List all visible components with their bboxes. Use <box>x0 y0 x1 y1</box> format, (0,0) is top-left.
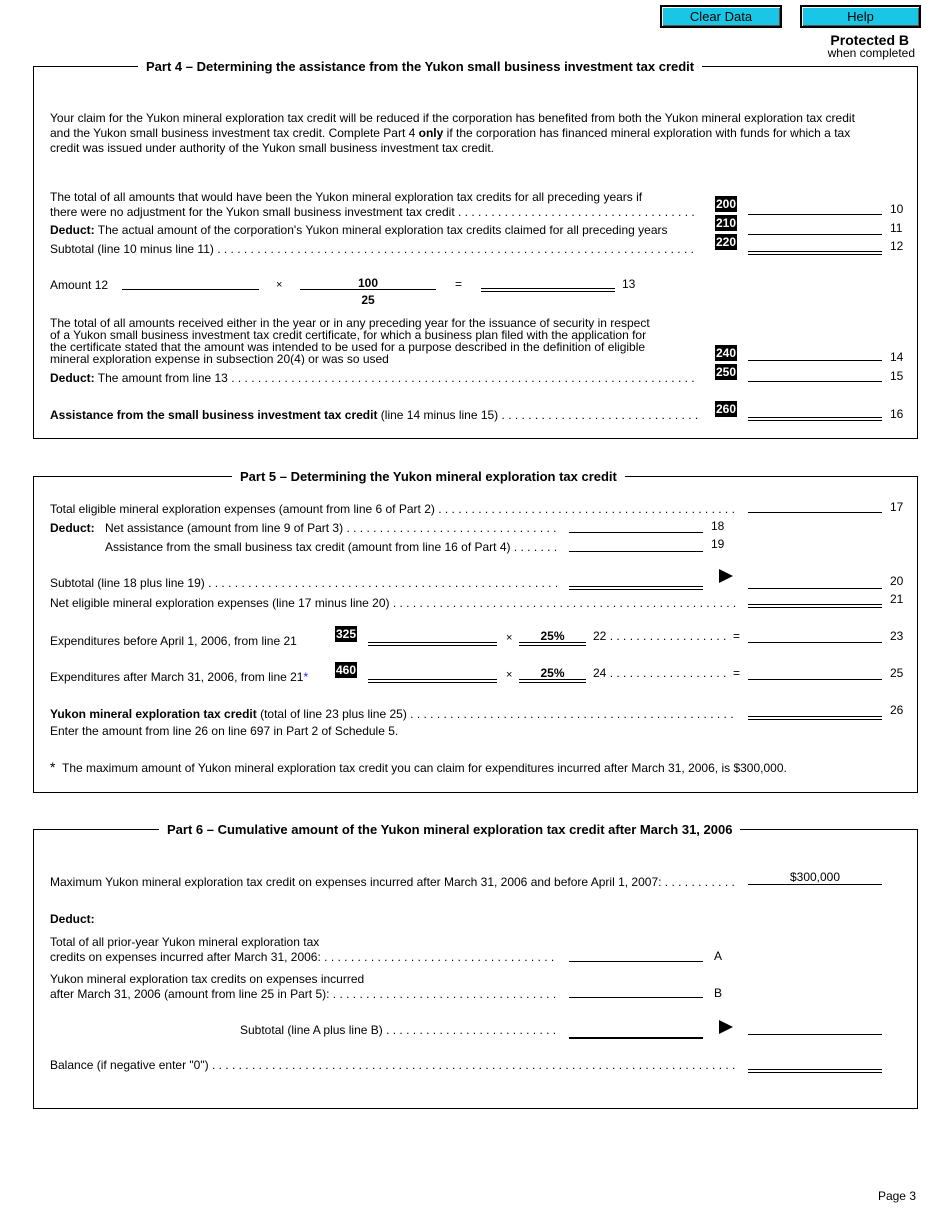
max-credit-value: $300,000 <box>789 870 841 884</box>
footnote-text: The maximum amount of Yukon mineral exploration tax credit you can claim for expenditures incurred after March 31, 2006, is $300,000. <box>62 761 787 775</box>
clear-data-button[interactable]: Clear Data <box>660 5 782 28</box>
deduct-label: Deduct: <box>50 912 95 926</box>
deduct-label: Deduct: <box>50 521 95 535</box>
line14-field[interactable] <box>748 360 882 361</box>
line26-field[interactable] <box>748 716 882 720</box>
code-460: 460 <box>335 663 357 677</box>
line-number: 16 <box>890 407 904 421</box>
line24-label: Expenditures after March 31, 2006, from line 21* <box>50 670 309 684</box>
code-325: 325 <box>335 627 357 641</box>
line11-text: Deduct: The actual amount of the corporation's Yukon mineral exploration tax credits claimed for all preceding years <box>50 223 668 237</box>
lineB-label: B <box>714 986 723 1000</box>
code-260: 260 <box>715 402 737 416</box>
arrow-right-icon <box>719 1020 733 1034</box>
lineB-text-2: after March 31, 2006 (amount from line 25 in Part 5): . . . <box>50 987 557 1001</box>
balance-text: Balance (if negative enter "0") . . . <box>50 1058 738 1072</box>
line20-subfield[interactable] <box>569 586 703 590</box>
line-number: 12 <box>890 239 904 253</box>
line21-text: Net eligible mineral exploration expenses (line 17 minus line 20) . . . <box>50 596 738 610</box>
line16-text: Assistance from the small business investment tax credit (line 14 minus line 15) . . . <box>50 408 698 422</box>
code-240: 240 <box>715 346 737 360</box>
line-number: 11 <box>890 221 903 235</box>
line19-text: Assistance from the small business tax credit (amount from line 16 of Part 4) . . . <box>105 540 557 554</box>
line20-text: Subtotal (line 18 plus line 19) . . . <box>50 576 557 590</box>
subtotal-subfield[interactable] <box>569 1037 703 1039</box>
line26-note: Enter the amount from line 26 on line 697 in Part 2 of Schedule 5. <box>50 724 399 738</box>
line18-field[interactable] <box>569 532 703 533</box>
rate-underline <box>519 679 586 683</box>
help-button[interactable]: Help <box>800 5 921 28</box>
line12-text: Subtotal (line 10 minus line 11) . . . <box>50 242 698 256</box>
line-number: 14 <box>890 350 904 364</box>
equals-sign: = <box>455 277 463 291</box>
rate-underline <box>519 642 586 646</box>
line-number: 26 <box>890 703 904 717</box>
footnote-asterisk: * <box>50 759 56 775</box>
line18-text: Net assistance (amount from line 9 of Part 3) . . . <box>105 521 557 535</box>
amount12-label: Amount 12 <box>50 278 109 292</box>
line13-field[interactable] <box>481 288 615 292</box>
lineA-field[interactable] <box>569 961 703 962</box>
subtotal-field[interactable] <box>748 1034 882 1035</box>
line10-field[interactable] <box>748 214 882 215</box>
part4-intro: Your claim for the Yukon mineral exploration tax credit will be reduced if the corporation has benefited from both the Yukon mineral exploration tax credit and the Yukon small business investment tax credit. Complete Part 4 only if the corporation has financed mineral exploration with funds for which a tax credit was issued under authority of the Yukon small business investment tax credit. <box>50 111 855 155</box>
page-number: Page 3 <box>877 1189 916 1203</box>
line10-text-a: The total of all amounts that would have been the Yukon mineral exploration tax credits for all preceding years if <box>50 190 643 204</box>
line14-text: The total of all amounts received either in the year or in any preceding year for the issuance of security in respect of a Yukon small business investment tax credit certificate, for which a business plan filed with the application for the certificate stated that the amount was intended to be used for a purpose described in the definition of eligible mineral exploration expense in subsection 20(4) or was so used <box>50 316 650 365</box>
line22-amount-field[interactable] <box>368 642 497 646</box>
line23-field[interactable] <box>748 642 882 643</box>
line12-field[interactable] <box>748 251 882 255</box>
equals-sign: = <box>733 629 741 643</box>
lineB-field[interactable] <box>569 997 703 998</box>
code-250: 250 <box>715 365 737 379</box>
amount12-field[interactable] <box>122 289 259 290</box>
times-sign: × <box>506 669 513 681</box>
line-number: 22 . . . <box>593 629 731 643</box>
fraction-denominator: 25 <box>361 293 375 307</box>
lineB-text-1: Yukon mineral exploration tax credits on expenses incurred <box>50 972 365 986</box>
line-number: 24 . . . <box>593 666 731 680</box>
line-number: 19 <box>711 537 725 551</box>
line-number: 25 <box>890 666 904 680</box>
equals-sign: = <box>733 666 741 680</box>
max-credit-text: Maximum Yukon mineral exploration tax credit on expenses incurred after March 31, 2006 and before April 1, 2007: . . . <box>50 875 738 889</box>
rate-25-percent: 25% <box>540 629 565 643</box>
line15-text: Deduct: The amount from line 13 . . . <box>50 371 698 385</box>
times-sign: × <box>276 279 283 291</box>
balance-field[interactable] <box>748 1069 882 1073</box>
times-sign: × <box>506 632 513 644</box>
line24-amount-field[interactable] <box>368 679 497 683</box>
code-220: 220 <box>715 235 737 249</box>
code-200: 200 <box>715 197 737 211</box>
fraction-bar <box>300 289 436 290</box>
when-completed-label: when completed <box>827 46 915 60</box>
line-number: 17 <box>890 500 904 514</box>
line16-field[interactable] <box>748 417 882 421</box>
part5-title: Part 5 – Determining the Yukon mineral exploration tax credit <box>232 469 625 484</box>
line-number: 18 <box>711 519 725 533</box>
subtotal-text: Subtotal (line A plus line B) . . . <box>240 1023 557 1037</box>
max-credit-field <box>748 884 882 885</box>
line10-text-b: there were no adjustment for the Yukon small business investment tax credit . . . <box>50 205 698 219</box>
line22-label: Expenditures before April 1, 2006, from line 21 <box>50 634 297 648</box>
line26-text: Yukon mineral exploration tax credit (total of line 23 plus line 25) . . . <box>50 707 738 721</box>
line-number: 20 <box>890 574 904 588</box>
protected-label: Protected B <box>830 32 909 48</box>
line21-field[interactable] <box>748 604 882 608</box>
line25-field[interactable] <box>748 679 882 680</box>
part4-title: Part 4 – Determining the assistance from the Yukon small business investment tax credit <box>138 59 702 74</box>
line19-field[interactable] <box>569 551 703 552</box>
fraction-numerator: 100 <box>357 276 379 290</box>
lineA-label: A <box>714 949 723 963</box>
code-210: 210 <box>715 216 737 230</box>
line-number: 15 <box>890 369 904 383</box>
lineA-text-2: credits on expenses incurred after March 31, 2006: . . . <box>50 950 557 964</box>
line15-field[interactable] <box>748 381 882 382</box>
line20-field[interactable] <box>748 588 882 589</box>
line-number: 13 <box>622 277 636 291</box>
line17-text: Total eligible mineral exploration expenses (amount from line 6 of Part 2) . . . <box>50 502 738 516</box>
asterisk-mark: * <box>303 670 309 684</box>
arrow-right-icon <box>719 569 733 583</box>
lineA-text-1: Total of all prior-year Yukon mineral exploration tax <box>50 935 320 949</box>
line-number: 21 <box>890 592 904 606</box>
line-number: 23 <box>890 629 904 643</box>
rate-25-percent: 25% <box>540 666 565 680</box>
line-number: 10 <box>890 202 904 216</box>
line17-field[interactable] <box>748 512 882 513</box>
line11-field[interactable] <box>748 234 882 235</box>
part6-title: Part 6 – Cumulative amount of the Yukon mineral exploration tax credit after March 31, 2006 <box>159 822 740 837</box>
